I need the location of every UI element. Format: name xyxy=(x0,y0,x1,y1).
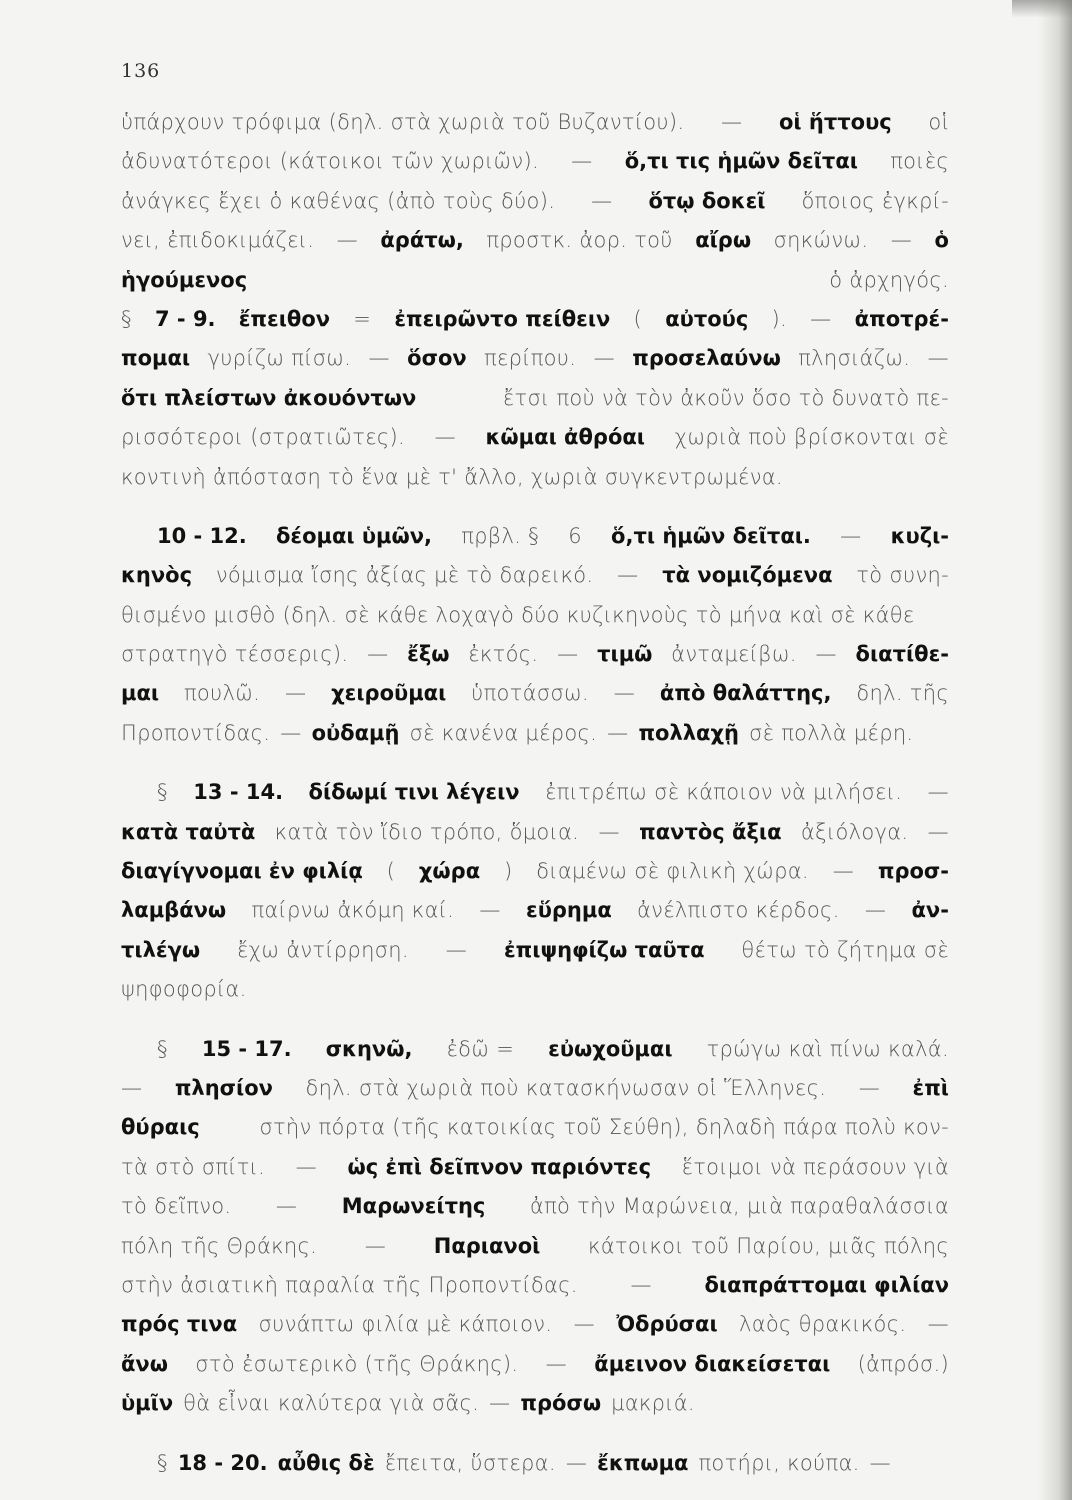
gloss-text: — xyxy=(364,1233,387,1258)
lemma-term: παντὸς ἄξια xyxy=(639,819,782,844)
lemma-term: αἴρω xyxy=(695,228,752,253)
lemma-term: ἀποτρέ- xyxy=(854,306,949,331)
gloss-text: διαμένω σὲ φιλικὴ χώρα. xyxy=(536,859,809,884)
gloss-text: δηλ. τῆς xyxy=(856,681,949,706)
gloss-text: — xyxy=(927,346,949,371)
text-line xyxy=(121,1384,949,1423)
lemma-term: χειροῦμαι xyxy=(331,681,447,706)
text-line xyxy=(121,1030,949,1069)
gloss-text: ( xyxy=(386,859,396,884)
lemma-term: ἀν- xyxy=(911,898,949,923)
gloss-text: ( xyxy=(633,306,643,331)
gloss-text: ὁ ἀρχηγός. xyxy=(829,267,949,292)
lemma-term: ἔπειθον xyxy=(238,306,331,331)
lemma-term: διαπράττομαι φιλίαν xyxy=(704,1272,949,1297)
lemma-term: ὡς ἐπὶ δεῖπνον παριόντες xyxy=(347,1154,652,1179)
lemma-term: ἀπὸ θαλάττης, xyxy=(659,681,832,706)
gloss-text: § xyxy=(121,306,132,331)
lemma-term: εὕρημα xyxy=(526,898,612,923)
section-paragraph xyxy=(121,1030,949,1424)
lemma-term: κῶμαι ἀθρόαι xyxy=(485,425,645,450)
text-line xyxy=(121,714,949,753)
gloss-text: νόμισμα ἴσης ἀξίας μὲ τὸ δαρεικό. xyxy=(215,563,594,588)
gloss-text: ἀπὸ τὴν Μαρώνεια, μιὰ παραθαλάσσια xyxy=(529,1194,949,1219)
gloss-text: θισμένο μισθὸ (δηλ. σὲ κάθε λοχαγὸ δύο κυζικηνοὺς τὸ μήνα καὶ σὲ κάθε xyxy=(121,602,915,627)
gloss-text: — xyxy=(121,1075,143,1100)
lemma-term: ἔκπωμα xyxy=(597,1450,689,1475)
gloss-text: τρώγω καὶ πίνω καλά. xyxy=(706,1036,949,1061)
text-line xyxy=(121,852,949,891)
gloss-text: — xyxy=(445,937,468,962)
gloss-text: — xyxy=(571,149,593,174)
lemma-term: ἀράτω, xyxy=(380,228,464,253)
lemma-term: τιλέγω xyxy=(121,937,201,962)
text-line xyxy=(121,970,949,1009)
lemma-term: διατίθε- xyxy=(855,642,949,667)
gloss-text: προστκ. ἀορ. τοῦ xyxy=(486,228,673,253)
lemma-term: ὅτῳ δοκεῖ xyxy=(648,188,766,213)
gloss-text: τὸ συνη- xyxy=(856,563,949,588)
gloss-text: § xyxy=(157,1450,168,1475)
text-line xyxy=(121,773,949,812)
gloss-text: — xyxy=(617,563,639,588)
lemma-term: σκηνῶ, xyxy=(325,1036,413,1061)
gloss-text: ἐπιτρέπω σὲ κάποιον νὰ μιλήσει. xyxy=(545,780,903,805)
lemma-term: ὁ xyxy=(934,228,949,253)
lemma-term: διαγίγνομαι ἐν φιλίᾳ xyxy=(121,859,363,884)
section-paragraph xyxy=(121,517,949,753)
gloss-text: — xyxy=(927,819,949,844)
gloss-text: χωριὰ ποὺ βρίσκονται σὲ xyxy=(674,425,949,450)
text-line xyxy=(121,517,949,556)
gloss-text: — xyxy=(832,859,855,884)
gloss-text: ὑπάρχουν τρόφιμα (δηλ. στὰ χωριὰ τοῦ Βυζαντίου). xyxy=(121,110,685,134)
gloss-text: γυρίζω πίσω. xyxy=(207,346,352,371)
text-line xyxy=(121,1069,949,1108)
book-spine-shadow xyxy=(1038,0,1072,1500)
gloss-text: δηλ. στὰ χωριὰ ποὺ κατασκήνωσαν οἱ Ἕλληνες. xyxy=(305,1075,827,1100)
gloss-text: — xyxy=(275,1194,298,1219)
gloss-text: — xyxy=(630,1272,652,1297)
gloss-text: § xyxy=(157,1036,168,1061)
lemma-term: ἄμεινον διακείσεται xyxy=(594,1351,831,1376)
text-line xyxy=(121,1108,949,1147)
text-line xyxy=(121,1227,949,1266)
lemma-term: ὅσον xyxy=(407,346,467,371)
text-line xyxy=(121,1187,949,1226)
lemma-term: ἄνω xyxy=(121,1351,168,1376)
gloss-text: πουλῶ. xyxy=(183,681,261,706)
gloss-text: θὰ εἶναι καλύτερα γιὰ σᾶς. xyxy=(183,1391,480,1416)
gloss-text: πλησιάζω. xyxy=(798,346,911,371)
lemma-term: Ὀδρύσαι xyxy=(616,1312,718,1337)
gloss-text: μακριά. xyxy=(611,1391,695,1416)
gloss-text: τὸ δεῖπνο. xyxy=(121,1194,232,1219)
section-paragraph xyxy=(121,773,949,1009)
lemma-term: πομαι xyxy=(121,346,191,371)
page-edge-shadow xyxy=(1012,0,1072,18)
lemma-term: τιμῶ xyxy=(597,642,653,667)
gloss-text: πρβλ. § xyxy=(461,523,539,548)
gloss-text: — xyxy=(284,681,307,706)
text-line xyxy=(121,891,949,930)
lemma-term: κατὰ ταὐτὰ xyxy=(121,819,256,844)
text-line xyxy=(121,261,949,300)
lemma-term: αὐτούς xyxy=(665,306,749,331)
gloss-text: — xyxy=(858,1075,880,1100)
gloss-text: ὑποτάσσω. xyxy=(471,681,589,706)
text-line xyxy=(121,931,949,970)
text-line xyxy=(121,596,949,635)
gloss-text: — xyxy=(721,110,743,134)
text-line xyxy=(121,458,949,497)
lemma-term: πολλαχῇ xyxy=(638,720,739,745)
gloss-text: κάτοικοι τοῦ Παρίου, μιᾶς πόλης xyxy=(587,1233,949,1258)
lemma-term: προσελαύνω xyxy=(632,346,781,371)
lemma-term: οὐδαμῇ xyxy=(311,720,400,745)
lemma-term: ἔξω xyxy=(407,642,450,667)
page-number: 136 xyxy=(121,60,161,82)
gloss-text: κοντινὴ ἀπόσταση τὸ ἕνα μὲ τ' ἄλλο, χωριὰ συγκεντρωμένα. xyxy=(121,464,783,489)
lemma-term: οἱ ἥττους xyxy=(779,110,892,134)
gloss-text: κατὰ τὸν ἴδιο τρόπο, ὅμοια. xyxy=(274,819,580,844)
gloss-text: — xyxy=(840,523,862,548)
gloss-text: τὰ στὸ σπίτι. xyxy=(121,1154,266,1179)
text-line xyxy=(121,103,949,142)
gloss-text: — xyxy=(591,188,613,213)
text-line xyxy=(121,1305,949,1344)
gloss-text: ἐκτός. xyxy=(468,642,539,667)
lemma-term: Παριανοὶ xyxy=(433,1233,541,1258)
gloss-text: παίρνω ἀκόμη καί. xyxy=(251,898,455,923)
lemma-term: τὰ νομιζόμενα xyxy=(662,563,833,588)
text-line xyxy=(121,1444,949,1483)
gloss-text: — xyxy=(613,681,636,706)
text-line xyxy=(121,221,949,260)
gloss-text: — xyxy=(593,346,615,371)
gloss-text: — xyxy=(545,1351,567,1376)
gloss-text: ἔπειτα, ὕστερα. xyxy=(384,1450,556,1475)
gloss-text: ἕτοιμοι νὰ περάσουν γιὰ xyxy=(681,1154,949,1179)
gloss-text: συνάπτω φιλία μὲ κάποιον. xyxy=(258,1312,553,1337)
gloss-text: ἔχω ἀντίρρηση. xyxy=(237,937,409,962)
text-line xyxy=(121,300,949,339)
lemma-term: χώρα xyxy=(418,859,481,884)
text-line xyxy=(121,379,949,418)
lemma-term: ὅ,τι ἡμῶν δεῖται. xyxy=(611,523,811,548)
gloss-text: — xyxy=(367,642,389,667)
gloss-text: λαὸς θρακικός. xyxy=(739,1312,907,1337)
gloss-text: 6 xyxy=(568,523,582,548)
gloss-text: ψηφοφορία. xyxy=(121,977,247,1002)
gloss-text: ἀδυνατότεροι (κάτοικοι τῶν χωριῶν). xyxy=(121,149,539,174)
lemma-term: κηνὸς xyxy=(121,563,193,588)
lemma-term: προσ- xyxy=(877,859,949,884)
gloss-text: ἐδῶ = xyxy=(446,1036,515,1061)
text-line xyxy=(121,418,949,457)
lemma-term: 10 - 12. xyxy=(157,523,247,548)
lemma-term: 13 - 14. xyxy=(193,780,284,805)
gloss-text: περίπου. xyxy=(484,346,577,371)
gloss-text: — xyxy=(295,1154,317,1179)
lemma-term: μαι xyxy=(121,681,160,706)
text-line xyxy=(121,635,949,674)
text-line xyxy=(121,142,949,181)
gloss-text: σὲ πολλὰ μέρη. xyxy=(748,720,914,745)
lemma-term: 7 - 9. xyxy=(155,306,216,331)
gloss-text: = xyxy=(353,306,372,331)
gloss-text: ποτήρι, κούπα. xyxy=(698,1450,860,1475)
gloss-text: — xyxy=(598,819,620,844)
section-paragraph xyxy=(121,1444,949,1483)
text-line xyxy=(121,1266,949,1305)
lemma-term: ὑμῖν xyxy=(121,1391,174,1416)
gloss-text: νει, ἐπιδοκιμάζει. xyxy=(121,228,315,253)
gloss-text: σὲ κανένα μέρος. xyxy=(409,720,598,745)
text-line xyxy=(121,674,949,713)
gloss-text: ποιὲς xyxy=(890,149,949,174)
gloss-text: πόλη τῆς Θράκης. xyxy=(121,1233,318,1258)
lemma-term: εὐωχοῦμαι xyxy=(548,1036,673,1061)
gloss-text: — xyxy=(336,228,358,253)
gloss-text: ἀνταμείβω. xyxy=(671,642,797,667)
lemma-term: δέομαι ὑμῶν, xyxy=(275,523,433,548)
gloss-text: οἱ xyxy=(928,110,949,134)
gloss-text: ἀξιόλογα. xyxy=(800,819,909,844)
gloss-text: στρατηγὸ τέσσερις). xyxy=(121,642,349,667)
gloss-text: — xyxy=(869,1450,891,1475)
gloss-text: — xyxy=(927,780,949,805)
lemma-term: 18 - 20. xyxy=(177,1450,268,1475)
lemma-term: κυζι- xyxy=(890,523,949,548)
gloss-text: στὸ ἐσωτερικὸ (τῆς Θράκης). xyxy=(195,1351,519,1376)
text-line xyxy=(121,556,949,595)
lemma-term: ὅτι πλείστων ἀκουόντων xyxy=(121,385,417,410)
lemma-term: ἡγούμενος xyxy=(121,267,248,292)
gloss-text: Προποντίδας. xyxy=(121,720,271,745)
gloss-text: — xyxy=(927,1312,949,1337)
gloss-text: — xyxy=(607,720,629,745)
lemma-term: Μαρωνείτης xyxy=(341,1194,486,1219)
gloss-text: — xyxy=(434,425,456,450)
gloss-text: σηκώνω. xyxy=(773,228,869,253)
lemma-term: θύραις xyxy=(121,1115,200,1140)
lemma-term: πρός τινα xyxy=(121,1312,238,1337)
lemma-term: δίδωμί τινι λέγειν xyxy=(308,780,520,805)
gloss-text: — xyxy=(479,898,501,923)
gloss-text: ) xyxy=(503,859,513,884)
gloss-text: — xyxy=(489,1391,511,1416)
gloss-text: — xyxy=(864,898,887,923)
gloss-text: στὴν ἀσιατικὴ παραλία τῆς Προποντίδας. xyxy=(121,1272,578,1297)
gloss-text: (ἀπρόσ.) xyxy=(857,1351,949,1376)
gloss-text: — xyxy=(810,306,832,331)
gloss-text: — xyxy=(557,642,579,667)
gloss-text: — xyxy=(280,720,302,745)
gloss-text: — xyxy=(368,346,390,371)
gloss-text: ἔτσι ποὺ νὰ τὸν ἀκοῦν ὅσο τὸ δυνατὸ πε- xyxy=(502,385,949,410)
gloss-text: ἀνέλπιστο κέρδος. xyxy=(637,898,840,923)
lemma-term: αὖθις δὲ xyxy=(277,1450,375,1475)
lemma-term: ἐπειρῶντο πείθειν xyxy=(394,306,611,331)
gloss-text: ). xyxy=(771,306,787,331)
text-line xyxy=(121,813,949,852)
lemma-term: ἐπὶ xyxy=(912,1075,949,1100)
gloss-text: — xyxy=(815,642,837,667)
lemma-term: πρόσω xyxy=(520,1391,602,1416)
section-paragraph xyxy=(121,103,949,497)
text-line xyxy=(121,1148,949,1187)
gloss-text: — xyxy=(565,1450,588,1475)
lemma-term: 15 - 17. xyxy=(201,1036,292,1061)
text-line xyxy=(121,339,949,378)
gloss-text: στὴν πόρτα (τῆς κατοικίας τοῦ Σεύθη), δηλαδὴ πάρα πολὺ κον- xyxy=(259,1115,949,1140)
gloss-text: θέτω τὸ ζήτημα σὲ xyxy=(741,937,949,962)
gloss-text: — xyxy=(890,228,913,253)
text-line xyxy=(121,1345,949,1384)
gloss-text: ρισσότεροι (στρατιῶτες). xyxy=(121,425,405,450)
gloss-text: — xyxy=(573,1312,595,1337)
text-line xyxy=(121,182,949,221)
gloss-text: ἀνάγκες ἔχει ὁ καθένας (ἀπὸ τοὺς δύο). xyxy=(121,188,556,213)
gloss-text: § xyxy=(157,780,168,805)
gloss-text: ὅποιος ἐγκρί- xyxy=(801,188,949,213)
lemma-term: πλησίον xyxy=(174,1075,273,1100)
lemma-term: λαμβάνω xyxy=(121,898,227,923)
lemma-term: ἐπιψηφίζω ταῦτα xyxy=(503,937,705,962)
lemma-term: ὅ,τι τις ἡμῶν δεῖται xyxy=(624,149,858,174)
commentary-text xyxy=(121,103,949,1483)
